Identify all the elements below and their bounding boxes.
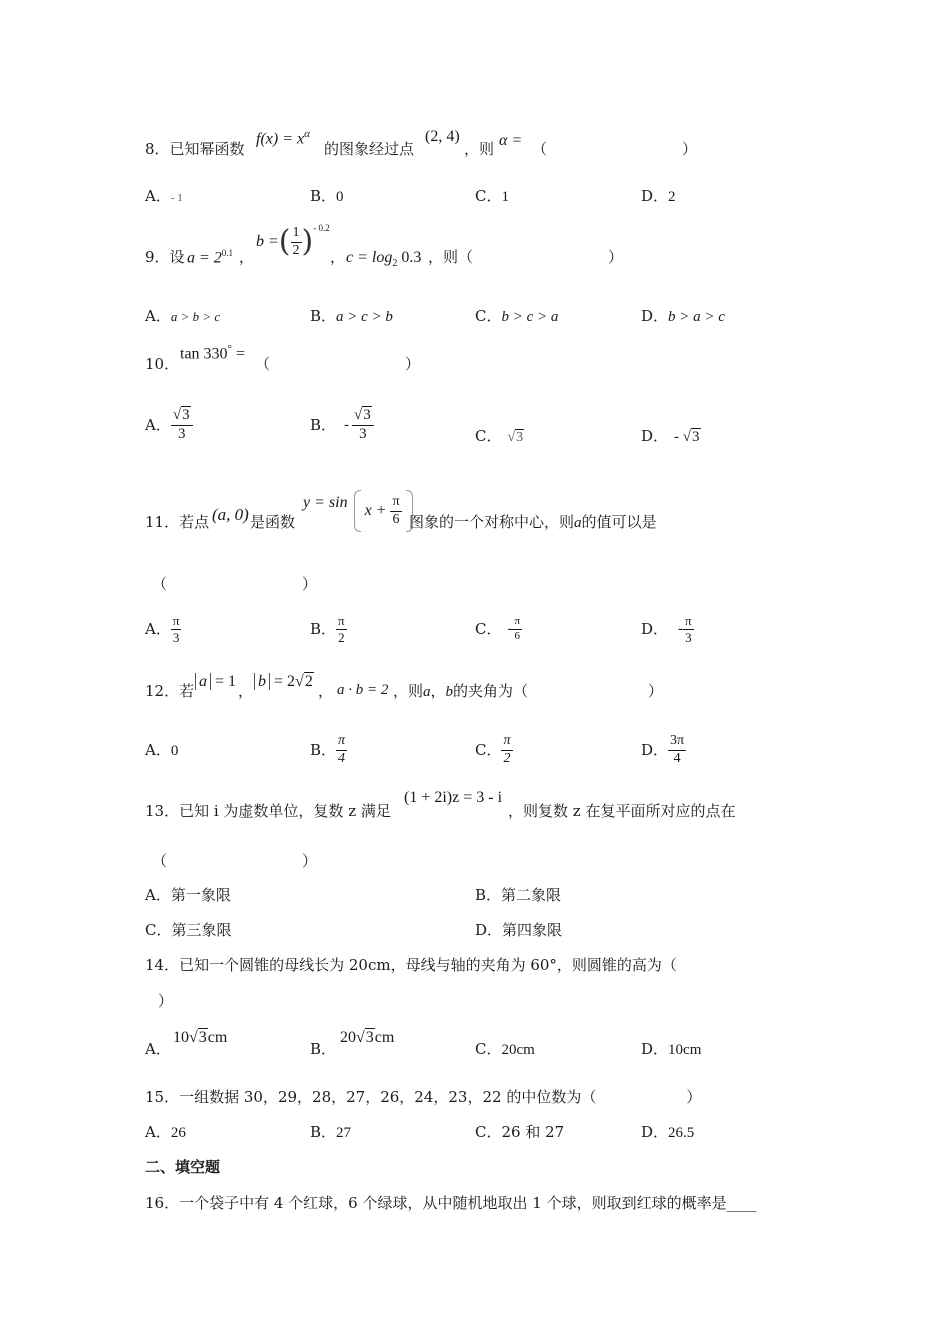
q11-function bbox=[303, 488, 413, 534]
q12-text-post2: 的夹角为（ ） bbox=[453, 682, 664, 700]
q9-c-base: 2 bbox=[392, 258, 398, 270]
frac-num: π bbox=[338, 612, 345, 628]
q8-exponent: α bbox=[304, 128, 310, 140]
q12-b-val: = 2 bbox=[270, 673, 296, 690]
frac-den: 2 bbox=[338, 629, 345, 645]
q9-a-exp: 0.1 bbox=[221, 248, 234, 258]
q13-option-c bbox=[145, 923, 232, 938]
q11-text-pre: 若点 bbox=[179, 513, 210, 531]
q8-text-post: ，则 bbox=[464, 140, 495, 158]
option-fraction bbox=[512, 616, 522, 642]
option-label: B． bbox=[475, 886, 502, 904]
option-label: B． bbox=[310, 187, 337, 205]
option-label: A． bbox=[145, 415, 171, 434]
q11-paren-left bbox=[354, 490, 361, 532]
q15-option-a bbox=[145, 1125, 186, 1141]
option-fraction bbox=[336, 614, 347, 644]
option-label: A． bbox=[145, 1123, 171, 1141]
option-label: C． bbox=[475, 619, 502, 638]
option-value: - 1 bbox=[170, 192, 183, 204]
option-fraction bbox=[668, 734, 686, 766]
q12-a-val: = 1 bbox=[211, 673, 237, 690]
option-label: D． bbox=[641, 1123, 669, 1141]
frac-num: π bbox=[172, 612, 180, 628]
option-label: D． bbox=[641, 619, 669, 638]
q14-option-b-label: B． bbox=[310, 1040, 337, 1058]
q11-text-post: 图象的一个对称中心，则 bbox=[409, 513, 575, 531]
question-16 bbox=[145, 1196, 757, 1211]
option-value: 2 bbox=[668, 189, 676, 205]
q16-text: 一个袋子中有 4 个红球，6 个绿球，从中随机地取出 1 个球，则取到红球的概率是____ bbox=[179, 1194, 757, 1212]
q10-number: 10． bbox=[145, 355, 180, 373]
q10-tan: tan 330 bbox=[180, 345, 228, 363]
q9-number: 9． bbox=[145, 248, 170, 266]
frac-den: 2 bbox=[292, 242, 300, 258]
q12-comma: ， bbox=[430, 682, 446, 700]
frac-den: 4 bbox=[673, 750, 681, 766]
option-label: B． bbox=[310, 619, 337, 638]
q9-paren-left: ( bbox=[278, 224, 291, 260]
q11-option-a bbox=[145, 608, 181, 650]
option-label: A． bbox=[145, 619, 171, 638]
q9-option-b bbox=[310, 309, 393, 325]
option-label: A． bbox=[145, 307, 171, 325]
q11-y-sin: y = sin bbox=[303, 494, 348, 511]
option-label: D． bbox=[641, 307, 669, 325]
option-fraction bbox=[336, 734, 347, 766]
q12-text-pre: 若 bbox=[179, 682, 195, 700]
q14-stem bbox=[145, 958, 677, 973]
q8-option-a bbox=[145, 189, 183, 204]
q9-b-eq: b = bbox=[256, 233, 279, 251]
option-value: 1 bbox=[501, 189, 509, 205]
q9-stem bbox=[145, 250, 185, 265]
frac-den: 3 bbox=[172, 629, 180, 645]
q9-c-val: 0.3 bbox=[397, 249, 422, 266]
q8-text-mid: 的图象经过点 bbox=[324, 140, 415, 158]
q8-alpha-eq bbox=[499, 133, 522, 149]
sqrt-icon: √3 bbox=[354, 406, 371, 423]
frac-num: 1 bbox=[291, 226, 302, 243]
q8-function bbox=[256, 129, 310, 147]
q10-option-b bbox=[310, 402, 374, 448]
option-label: D． bbox=[641, 740, 669, 759]
frac-num: π bbox=[336, 734, 347, 751]
frac-num: π bbox=[501, 734, 512, 751]
option-value: 20cm bbox=[501, 1042, 535, 1058]
q9-text-pre: 设 bbox=[169, 248, 185, 266]
q13-number: 13． bbox=[145, 802, 180, 820]
q9-c-def bbox=[346, 249, 421, 269]
option-value: b > a > c bbox=[668, 309, 725, 325]
q14-option-d bbox=[641, 1042, 701, 1058]
q15-option-d bbox=[641, 1125, 694, 1141]
option-label: C． bbox=[475, 1040, 502, 1058]
option-value: 0 bbox=[336, 189, 344, 205]
q8-fx: (x) = x bbox=[260, 130, 305, 148]
q11-stem bbox=[145, 515, 209, 530]
q12-stem bbox=[145, 684, 194, 699]
q8-f: f bbox=[256, 130, 261, 148]
q13-option-a bbox=[145, 888, 231, 903]
q9-half bbox=[291, 226, 302, 258]
option-value: a > c > b bbox=[336, 309, 393, 325]
sqrt-icon: √3 bbox=[356, 1029, 374, 1046]
option-label: C． bbox=[475, 740, 502, 759]
option-value: 26 和 27 bbox=[501, 1123, 565, 1141]
q8-eq: = bbox=[507, 132, 523, 149]
q12-abs-b bbox=[254, 673, 314, 690]
q9-option-d bbox=[641, 309, 725, 325]
q8-option-c bbox=[475, 189, 509, 205]
q9-text-post: ，则（ ） bbox=[428, 248, 624, 266]
frac-den: 6 bbox=[514, 629, 521, 642]
option-fraction bbox=[501, 734, 512, 766]
option-label: A． bbox=[145, 886, 171, 904]
option-sign: - bbox=[678, 620, 684, 637]
option-coef: 10 bbox=[173, 1029, 189, 1046]
q13-option-d bbox=[475, 923, 562, 938]
q15-option-b bbox=[310, 1125, 351, 1141]
option-coef: 20 bbox=[340, 1029, 356, 1046]
q12-vb: b bbox=[445, 684, 454, 700]
option-fraction bbox=[352, 408, 374, 443]
option-value: 第一象限 bbox=[170, 886, 231, 904]
sqrt-radicand: 3 bbox=[363, 406, 371, 423]
sqrt-icon: √3 bbox=[189, 1029, 207, 1046]
option-value: 第二象限 bbox=[501, 886, 562, 904]
option-value: 10cm bbox=[668, 1042, 702, 1058]
q9-option-a bbox=[145, 309, 220, 324]
option-value: 第三象限 bbox=[171, 921, 232, 939]
q10-option-a bbox=[145, 402, 193, 448]
sqrt-radicand: 3 bbox=[182, 406, 190, 423]
option-label: C． bbox=[475, 187, 502, 205]
q12-sep1: ， bbox=[238, 682, 254, 700]
q8-alpha: α bbox=[499, 132, 508, 149]
q13-text-pre: 已知 i 为虚数单位，复数 z 满足 bbox=[179, 802, 391, 820]
option-value: 27 bbox=[336, 1125, 352, 1141]
sqrt-radicand: 2 bbox=[304, 673, 313, 690]
option-label: B． bbox=[310, 1123, 337, 1141]
q12-a: a bbox=[195, 673, 211, 690]
q9-a-eq: a = 2 bbox=[187, 249, 222, 267]
q14-option-a-label: A． bbox=[145, 1040, 171, 1058]
q16-number: 16． bbox=[145, 1194, 180, 1212]
q14-paren-close: ） bbox=[158, 992, 174, 1010]
q8-text-pre: 已知幂函数 bbox=[169, 140, 245, 158]
q14-option-a-value bbox=[173, 1030, 227, 1046]
q12-b: b bbox=[254, 673, 270, 690]
q14-option-c bbox=[475, 1042, 535, 1058]
q8-point: (2, 4) bbox=[425, 128, 460, 145]
option-unit: cm bbox=[374, 1029, 395, 1046]
option-fraction bbox=[683, 614, 694, 644]
option-label: C． bbox=[145, 921, 172, 939]
frac-den: 3 bbox=[359, 425, 367, 442]
q12-number: 12． bbox=[145, 682, 180, 700]
q10-paren: （ ） bbox=[255, 355, 421, 373]
option-value: b > c > a bbox=[501, 309, 559, 325]
q8-option-b bbox=[310, 189, 344, 205]
frac-num: π bbox=[390, 495, 401, 512]
q9-b-def bbox=[256, 223, 330, 260]
q11-arg-frac bbox=[390, 495, 401, 527]
q12-option-b bbox=[310, 729, 347, 771]
q14-text: 已知一个圆锥的母线长为 20cm，母线与轴的夹角为 60°，则圆锥的高为（ bbox=[179, 956, 677, 974]
q8-paren: （ ） bbox=[532, 140, 698, 158]
q10-option-d bbox=[641, 429, 701, 445]
frac-num: 3π bbox=[668, 734, 686, 751]
sqrt-icon: √3 bbox=[507, 430, 524, 445]
option-sign: - bbox=[507, 620, 513, 637]
q9-sep2: ， bbox=[330, 248, 346, 266]
frac-den: 6 bbox=[392, 511, 400, 527]
q11-option-b bbox=[310, 608, 347, 650]
q12-option-a bbox=[145, 743, 178, 759]
q11-point: (a, 0) bbox=[212, 505, 249, 524]
option-label: C． bbox=[475, 307, 502, 325]
q14-option-b-value bbox=[340, 1030, 394, 1046]
q10-degree: ° bbox=[227, 343, 232, 355]
q11-text-post-wrap bbox=[409, 515, 657, 531]
q15-stem bbox=[145, 1090, 701, 1105]
option-fraction bbox=[171, 614, 182, 644]
sqrt-icon: √3 bbox=[172, 406, 190, 423]
q15-option-c bbox=[475, 1125, 564, 1140]
frac-num: π bbox=[685, 612, 692, 628]
option-label: A． bbox=[145, 187, 171, 205]
q12-text-post: ，则 bbox=[393, 682, 424, 700]
q8-stem bbox=[145, 142, 245, 157]
q12-option-c bbox=[475, 729, 513, 771]
frac-num: π bbox=[512, 616, 522, 630]
option-fraction bbox=[171, 408, 193, 443]
q14-number: 14． bbox=[145, 956, 180, 974]
q13-equation: (1 + 2i)z = 3 - i bbox=[404, 789, 503, 806]
q12-text-post-wrap bbox=[393, 684, 663, 700]
option-label: C． bbox=[475, 427, 502, 445]
q10-expr bbox=[180, 344, 245, 362]
q12-option-d bbox=[641, 729, 686, 771]
sqrt-radicand: 3 bbox=[198, 1029, 207, 1046]
q10-option-c bbox=[475, 429, 524, 445]
q12-sep2: ， bbox=[318, 682, 334, 700]
option-value: 26.5 bbox=[668, 1125, 695, 1141]
sqrt-radicand: 3 bbox=[692, 429, 700, 445]
q13-text-post: ，则复数 z 在复平面所对应的点在 bbox=[508, 802, 736, 820]
q8-option-d bbox=[641, 189, 676, 205]
q13-stem bbox=[145, 804, 391, 819]
q11-text-mid: 是函数 bbox=[250, 513, 296, 531]
option-label: B． bbox=[310, 415, 337, 434]
sqrt-icon: √3 bbox=[682, 429, 700, 445]
q15-number: 15． bbox=[145, 1088, 180, 1106]
option-label: B． bbox=[310, 740, 337, 759]
q12-abs-a bbox=[195, 673, 236, 690]
q13-paren: （ ） bbox=[152, 852, 318, 870]
q11-paren: （ ） bbox=[152, 575, 318, 593]
q11-text-post2: 的值可以是 bbox=[581, 513, 657, 531]
frac-den: 3 bbox=[685, 629, 692, 645]
section-heading: 二、填空题 bbox=[145, 1158, 221, 1176]
option-label: B． bbox=[310, 307, 337, 325]
q12-dot-product: a · b = 2 bbox=[337, 682, 389, 698]
q11-option-c bbox=[475, 608, 522, 650]
q11-var: a bbox=[574, 515, 582, 531]
frac-den: 4 bbox=[338, 750, 346, 766]
q13-option-b bbox=[475, 888, 561, 903]
option-unit: cm bbox=[207, 1029, 228, 1046]
q10-eq: = bbox=[231, 345, 245, 363]
option-value: 0 bbox=[170, 743, 179, 759]
q11-option-d bbox=[641, 608, 694, 650]
q9-sep1: ， bbox=[239, 248, 255, 266]
option-label: C． bbox=[475, 1123, 502, 1141]
sqrt-radicand: 3 bbox=[516, 430, 524, 445]
sqrt-icon: √2 bbox=[295, 673, 313, 690]
q9-b-exp: - 0.2 bbox=[313, 223, 330, 233]
frac-den: 3 bbox=[177, 425, 186, 442]
option-label: D． bbox=[641, 1040, 669, 1058]
option-sign: - bbox=[344, 416, 350, 433]
option-value: 26 bbox=[170, 1125, 186, 1141]
q12-va: a bbox=[423, 684, 431, 700]
option-sign: - bbox=[674, 429, 683, 445]
option-label: D． bbox=[641, 187, 669, 205]
option-label: D． bbox=[475, 921, 503, 939]
option-value: 第四象限 bbox=[502, 921, 563, 939]
q9-a-def bbox=[187, 249, 233, 266]
q9-paren-right: ) bbox=[301, 224, 314, 260]
q9-option-c bbox=[475, 309, 558, 325]
option-label: D． bbox=[641, 427, 669, 445]
sqrt-radicand: 3 bbox=[365, 1029, 374, 1046]
option-label: A． bbox=[145, 741, 171, 759]
q11-number: 11． bbox=[145, 513, 180, 531]
q9-c-eq: c = log bbox=[346, 249, 393, 266]
q11-arg-x: x + bbox=[364, 502, 387, 519]
q8-number: 8． bbox=[145, 140, 170, 158]
q15-text: 一组数据 30，29，28，27，26，24，23，22 的中位数为（ ） bbox=[179, 1088, 702, 1106]
frac-den: 2 bbox=[503, 750, 511, 766]
option-value: a > b > c bbox=[170, 309, 221, 324]
